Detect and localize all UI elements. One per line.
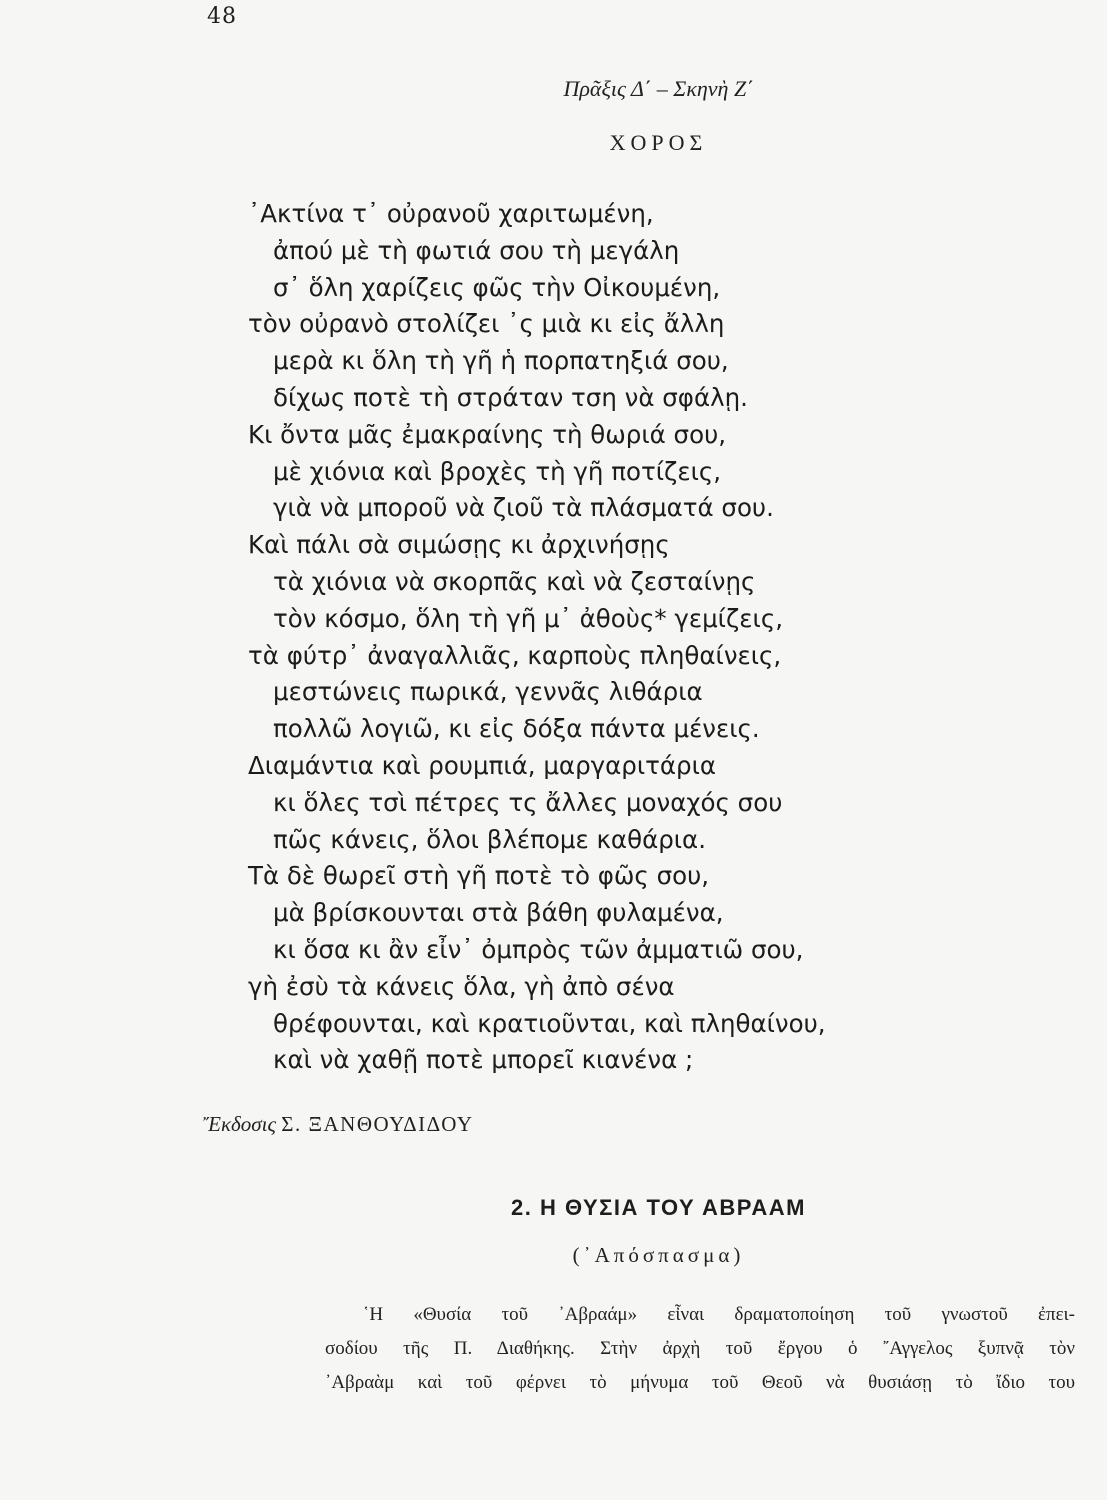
poem-line: τὸν οὐρανὸ στολίζει ᾿ς μιὰ κι εἰς ἄλλη — [248, 309, 725, 339]
edition-label: Ἔκδοσις — [203, 1112, 277, 1136]
intro-line: σοδίου τῆς Π. Διαθήκης. Στὴν ἀρχὴ τοῦ ἔργου ὁ ῎Αγγελος ξυπνᾷ τὸν — [325, 1338, 1075, 1359]
act-scene-heading: Πρᾶξις Δ΄ – Σκηνὴ Ζ΄ — [563, 76, 754, 101]
chorus-title: ΧΟΡΟΣ — [609, 130, 708, 155]
poem — [248, 196, 1068, 1079]
poem-line: τὰ φύτρ᾿ ἀναγαλλιᾶς, καρποὺς πληθαίνεις, — [248, 640, 782, 670]
edition-editor: Σ. ΞΑΝΘΟΥΔΙΔΟΥ — [281, 1112, 474, 1136]
poem-line: μεστώνεις πωρικά, γεννᾶς λιθάρια — [273, 677, 703, 707]
poem-line: μερὰ κι ὅλη τὴ γῆ ἡ πορπατηξιά σου, — [273, 346, 729, 376]
poem-line: γιὰ νὰ μποροῦ νὰ ζιοῦ τὰ πλάσματά σου. — [273, 493, 774, 523]
poem-line: κι ὅλες τσὶ πέτρες τς ἄλλες μοναχός σου — [273, 787, 783, 817]
poem-line: δίχως ποτὲ τὴ στράταν τση νὰ σφάλῃ. — [273, 382, 748, 412]
poem-line: τὰ χιόνια νὰ σκορπᾶς καὶ νὰ ζεσταίνῃς — [273, 566, 756, 596]
section-title: 2. Η ΘΥΣΙΑ ΤΟΥ ΑΒΡΑΑΜ — [511, 1195, 806, 1220]
intro-line: ᾿Αβραὰμ καὶ τοῦ φέρνει τὸ μήνυμα τοῦ Θεοῦ νὰ θυσιάσῃ τὸ ἴδιο του — [325, 1372, 1075, 1393]
poem-line: πῶς κάνεις, ὅλοι βλέπομε καθάρια. — [273, 824, 706, 854]
page-number: 48 — [207, 4, 237, 29]
poem-line: ἀπού μὲ τὴ φωτιά σου τὴ μεγάλη — [273, 235, 680, 265]
poem-line: πολλῶ λογιῶ, κι εἰς δόξα πάντα μένεις. — [273, 714, 760, 744]
poem-line: τὸν κόσμο, ὅλη τὴ γῆ μ᾿ ἀθοὺς* γεμίζεις, — [273, 603, 784, 633]
poem-line: ᾿Ακτίνα τ᾿ οὐρανοῦ χαριτωμένη, — [248, 199, 654, 228]
intro-paragraph — [325, 1298, 1075, 1400]
poem-line: γὴ ἐσὺ τὰ κάνεις ὅλα, γὴ ἀπὸ σένα — [248, 971, 675, 1001]
poem-line: σ᾿ ὅλη χαρίζεις φῶς τὴν Οἰκουμένη, — [273, 272, 721, 302]
poem-line: Καὶ πάλι σὰ σιμώσῃς κι ἀρχινήσῃς — [248, 530, 670, 560]
poem-line: Κι ὄντα μᾶς ἐμακραίνης τὴ θωριά σου, — [248, 419, 727, 449]
poem-line: μὰ βρίσκουνται στὰ βάθη φυλαμένα, — [273, 898, 724, 928]
poem-line: μὲ χιόνια καὶ βροχὲς τὴ γῆ ποτίζεις, — [273, 456, 722, 486]
poem-line: κι ὅσα κι ἂν εἶν᾿ ὀμπρὸς τῶν ἀμματιῶ σου, — [273, 934, 804, 964]
poem-line: Διαμάντια καὶ ρουμπιά, μαργαριτάρια — [248, 750, 717, 780]
poem-line: καὶ νὰ χαθῇ ποτὲ μπορεῖ κιανένα ; — [273, 1045, 694, 1075]
intro-line: ῾Η «Θυσία τοῦ ᾿Αβραάμ» εἶναι δραματοποίηση τοῦ γνωστοῦ ἐπει- — [363, 1304, 1075, 1325]
poem-line: Τὰ δὲ θωρεῖ στὴ γῆ ποτὲ τὸ φῶς σου, — [248, 861, 710, 891]
edition-credit — [203, 1112, 474, 1137]
section-subtitle: (᾿Απόσπασμα) — [572, 1243, 745, 1267]
poem-line: θρέφουνται, καὶ κρατιοῦνται, καὶ πληθαίνου, — [273, 1008, 826, 1038]
